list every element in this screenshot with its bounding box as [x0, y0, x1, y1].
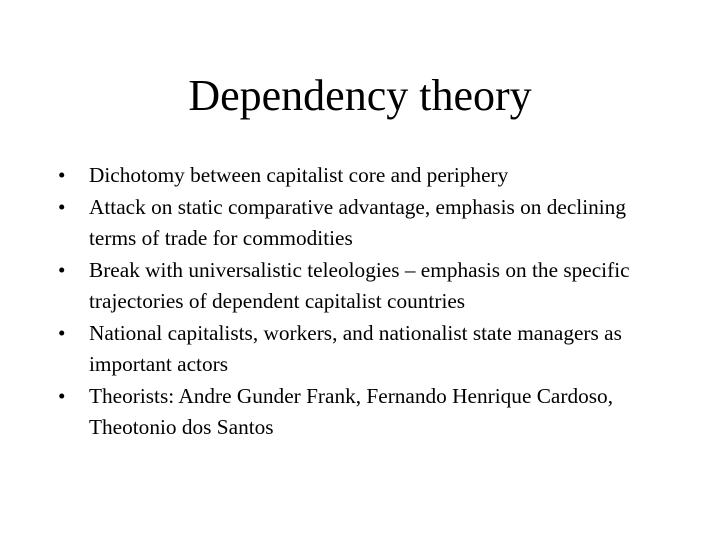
bullet-dot-icon: • [58, 383, 66, 408]
bullet-item [58, 255, 658, 318]
bullet-dot-icon: • [58, 320, 66, 345]
bullet-dot-icon: • [58, 163, 66, 187]
bullet-text: Break with universalistic teleologies – emphasis on the specific trajectories of dependent capitalist countries [89, 257, 630, 313]
bullet-item [58, 160, 658, 192]
bullet-list [58, 160, 658, 444]
bullet-item [58, 318, 658, 381]
bullet-text: Theorists: Andre Gunder Frank, Fernando Henrique Cardoso, Theotonio dos Santos [89, 383, 614, 439]
bullet-dot-icon: • [58, 194, 66, 219]
bullet-text: Attack on static comparative advantage, emphasis on declining terms of trade for commodities [89, 194, 626, 250]
bullet-dot-icon: • [58, 257, 66, 282]
bullet-item [58, 381, 658, 444]
slide-title: Dependency theory [188, 71, 532, 120]
bullet-item [58, 192, 658, 255]
bullet-text: Dichotomy between capitalist core and periphery [89, 163, 509, 187]
bullet-text: National capitalists, workers, and nationalist state managers as important actors [89, 320, 622, 376]
